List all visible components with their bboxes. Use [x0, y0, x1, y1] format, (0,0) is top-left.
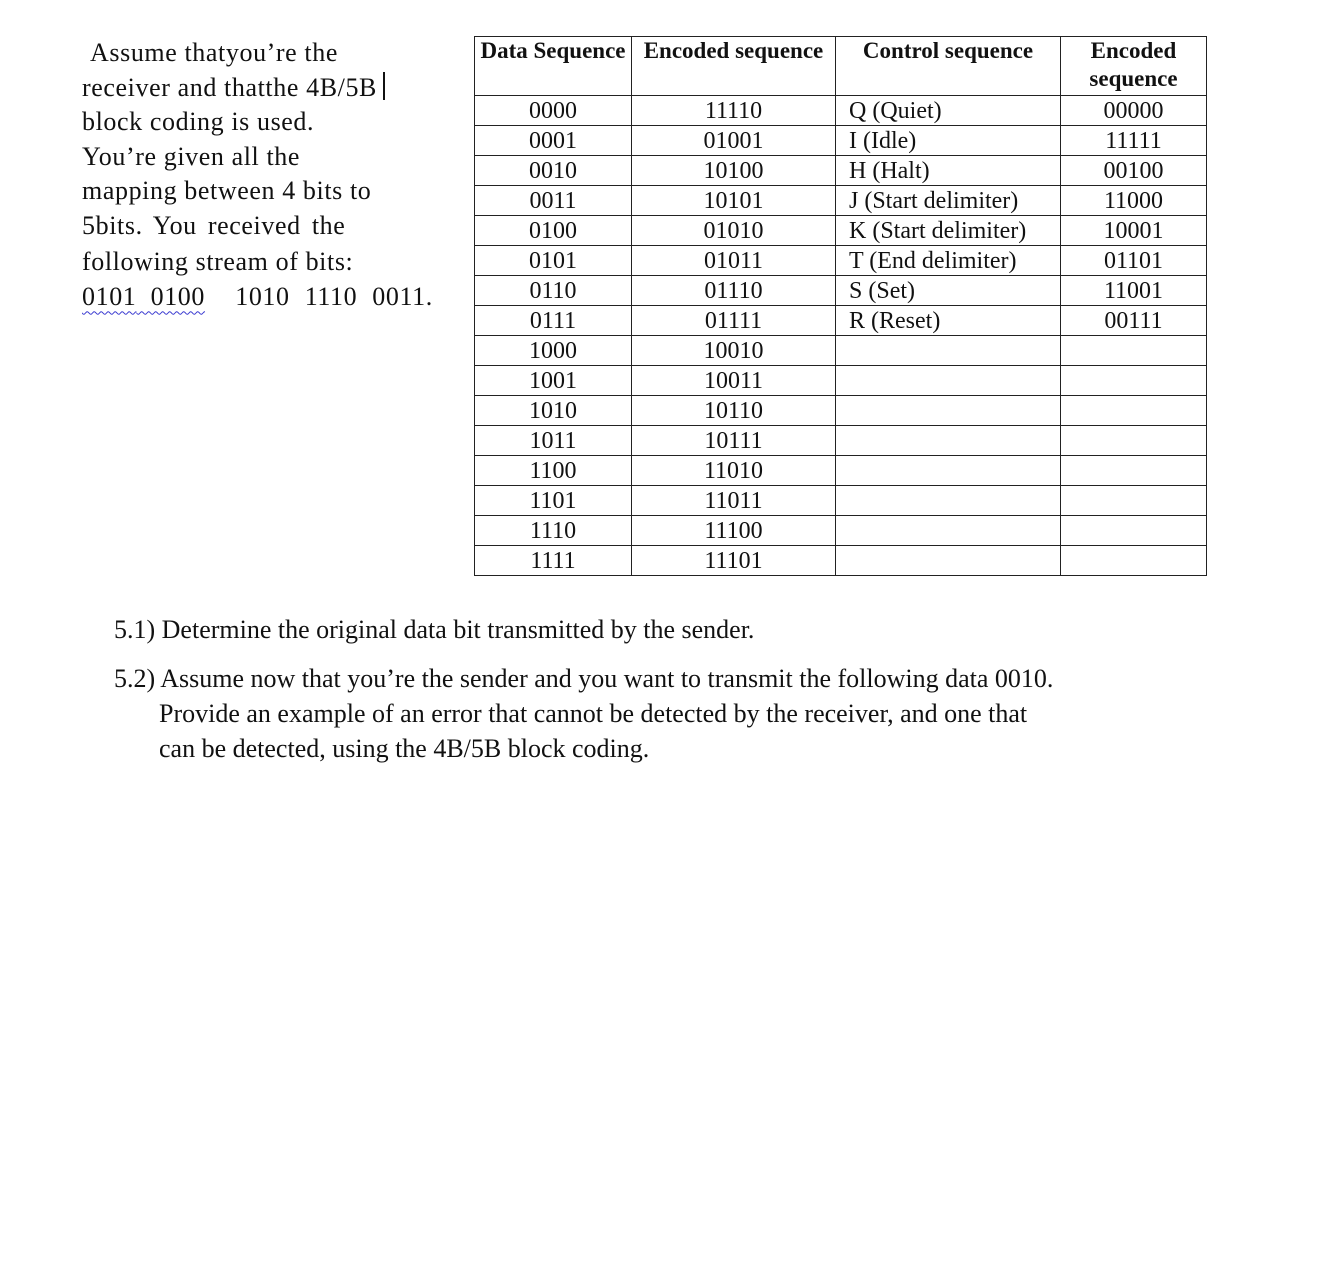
cell-data-sequence: 1110	[475, 516, 632, 546]
cell-control-encoded	[1061, 456, 1207, 486]
table-row	[475, 156, 1207, 186]
question-5-1: 5.1) Determine the original data bit transmitted by the sender.	[114, 615, 755, 644]
cell-data-sequence: 1111	[475, 546, 632, 576]
cell-data-sequence: 0010	[475, 156, 632, 186]
cell-data-sequence: 0100	[475, 216, 632, 246]
cell-control-sequence	[836, 516, 1061, 546]
cell-data-sequence: 1100	[475, 456, 632, 486]
cell-control-sequence: H (Halt)	[836, 156, 1061, 186]
cell-encoded-sequence: 01110	[632, 276, 836, 306]
cell-control-sequence: K (Start delimiter)	[836, 216, 1061, 246]
header-data-sequence: Data Sequence	[475, 37, 632, 96]
table-row	[475, 366, 1207, 396]
cell-control-encoded: 00000	[1061, 96, 1207, 126]
table-header-row	[475, 37, 1207, 96]
cell-control-encoded: 11111	[1061, 126, 1207, 156]
stream-rest	[205, 282, 433, 311]
cell-encoded-sequence: 11100	[632, 516, 836, 546]
cell-encoded-sequence: 11101	[632, 546, 836, 576]
table-row	[475, 246, 1207, 276]
cell-control-encoded	[1061, 426, 1207, 456]
text-cursor	[383, 72, 385, 100]
header-encoded-sequence: Encoded sequence	[632, 37, 836, 96]
cell-encoded-sequence: 01111	[632, 306, 836, 336]
cell-data-sequence: 1010	[475, 396, 632, 426]
table-row	[475, 276, 1207, 306]
cell-control-encoded: 11000	[1061, 186, 1207, 216]
table-row	[475, 216, 1207, 246]
table-row	[475, 546, 1207, 576]
cell-data-sequence: 1101	[475, 486, 632, 516]
table-row	[475, 516, 1207, 546]
cell-data-sequence: 0000	[475, 96, 632, 126]
cell-encoded-sequence: 10111	[632, 426, 836, 456]
cell-control-encoded	[1061, 336, 1207, 366]
received-bit-stream	[82, 280, 472, 315]
cell-control-sequence: R (Reset)	[836, 306, 1061, 336]
cell-control-sequence: T (End delimiter)	[836, 246, 1061, 276]
intro-line-text: receiver and thatthe 4B/5B	[82, 72, 377, 102]
cell-encoded-sequence: 11011	[632, 486, 836, 516]
cell-data-sequence: 0111	[475, 306, 632, 336]
cell-control-sequence	[836, 396, 1061, 426]
cell-control-sequence	[836, 366, 1061, 396]
cell-control-encoded	[1061, 486, 1207, 516]
questions	[114, 612, 1214, 766]
table-row	[475, 456, 1207, 486]
intro-line	[82, 71, 472, 106]
cell-data-sequence: 0011	[475, 186, 632, 216]
cell-control-sequence: I (Idle)	[836, 126, 1061, 156]
cell-control-sequence: Q (Quiet)	[836, 96, 1061, 126]
cell-control-encoded	[1061, 516, 1207, 546]
table-row	[475, 336, 1207, 366]
stream-separator	[136, 282, 150, 311]
cell-control-encoded: 01101	[1061, 246, 1207, 276]
cell-control-encoded: 00111	[1061, 306, 1207, 336]
table-row	[475, 426, 1207, 456]
cell-data-sequence: 0001	[475, 126, 632, 156]
table-row	[475, 486, 1207, 516]
cell-encoded-sequence: 11110	[632, 96, 836, 126]
header-control-encoded: Encoded sequence	[1061, 37, 1207, 96]
cell-data-sequence: 0110	[475, 276, 632, 306]
cell-encoded-sequence: 10101	[632, 186, 836, 216]
cell-control-encoded: 00100	[1061, 156, 1207, 186]
table-body	[475, 96, 1207, 576]
stream-block: 0100	[150, 281, 206, 311]
cell-control-sequence	[836, 486, 1061, 516]
table-row	[475, 186, 1207, 216]
stream-rest-text: 1010 1110 0011.	[235, 281, 433, 311]
table-row	[475, 96, 1207, 126]
cell-control-encoded: 11001	[1061, 276, 1207, 306]
table-row	[475, 396, 1207, 426]
intro-line: block coding is used.	[82, 107, 315, 136]
question-5-2-line: can be detected, using the 4B/5B block coding.	[159, 734, 650, 763]
intro-line: You’re given all the	[82, 141, 301, 171]
cell-encoded-sequence: 01001	[632, 126, 836, 156]
cell-control-encoded	[1061, 546, 1207, 576]
cell-data-sequence: 1011	[475, 426, 632, 456]
cell-encoded-sequence: 10100	[632, 156, 836, 186]
cell-encoded-sequence: 10110	[632, 396, 836, 426]
cell-control-encoded: 10001	[1061, 216, 1207, 246]
intro-line: following stream of bits:	[82, 247, 354, 276]
cell-data-sequence: 1000	[475, 336, 632, 366]
cell-encoded-sequence: 11010	[632, 456, 836, 486]
cell-encoded-sequence: 10010	[632, 336, 836, 366]
question-5-2	[114, 661, 1214, 766]
cell-control-encoded	[1061, 366, 1207, 396]
cell-control-encoded	[1061, 396, 1207, 426]
cell-control-sequence: J (Start delimiter)	[836, 186, 1061, 216]
cell-data-sequence: 1001	[475, 366, 632, 396]
problem-intro	[82, 36, 472, 314]
intro-line: Assume thatyou’re the	[90, 38, 338, 67]
question-5-2-line: 5.2) Assume now that you’re the sender and you want to transmit the following data 0010.	[114, 664, 1054, 693]
cell-data-sequence: 0101	[475, 246, 632, 276]
table-row	[475, 126, 1207, 156]
stream-block: 0101	[82, 281, 137, 311]
question-5-2-line: Provide an example of an error that cannot be detected by the receiver, and one that	[159, 699, 1028, 728]
cell-control-sequence	[836, 426, 1061, 456]
cell-encoded-sequence: 10011	[632, 366, 836, 396]
cell-encoded-sequence: 01011	[632, 246, 836, 276]
4b5b-mapping-table	[474, 36, 1207, 576]
cell-encoded-sequence: 01010	[632, 216, 836, 246]
intro-line: mapping between 4 bits to	[82, 176, 372, 205]
table-row	[475, 306, 1207, 336]
intro-line: 5bits. You received the	[82, 210, 346, 240]
header-control-sequence: Control sequence	[836, 37, 1061, 96]
cell-control-sequence	[836, 546, 1061, 576]
cell-control-sequence	[836, 336, 1061, 366]
cell-control-sequence	[836, 456, 1061, 486]
cell-control-sequence: S (Set)	[836, 276, 1061, 306]
